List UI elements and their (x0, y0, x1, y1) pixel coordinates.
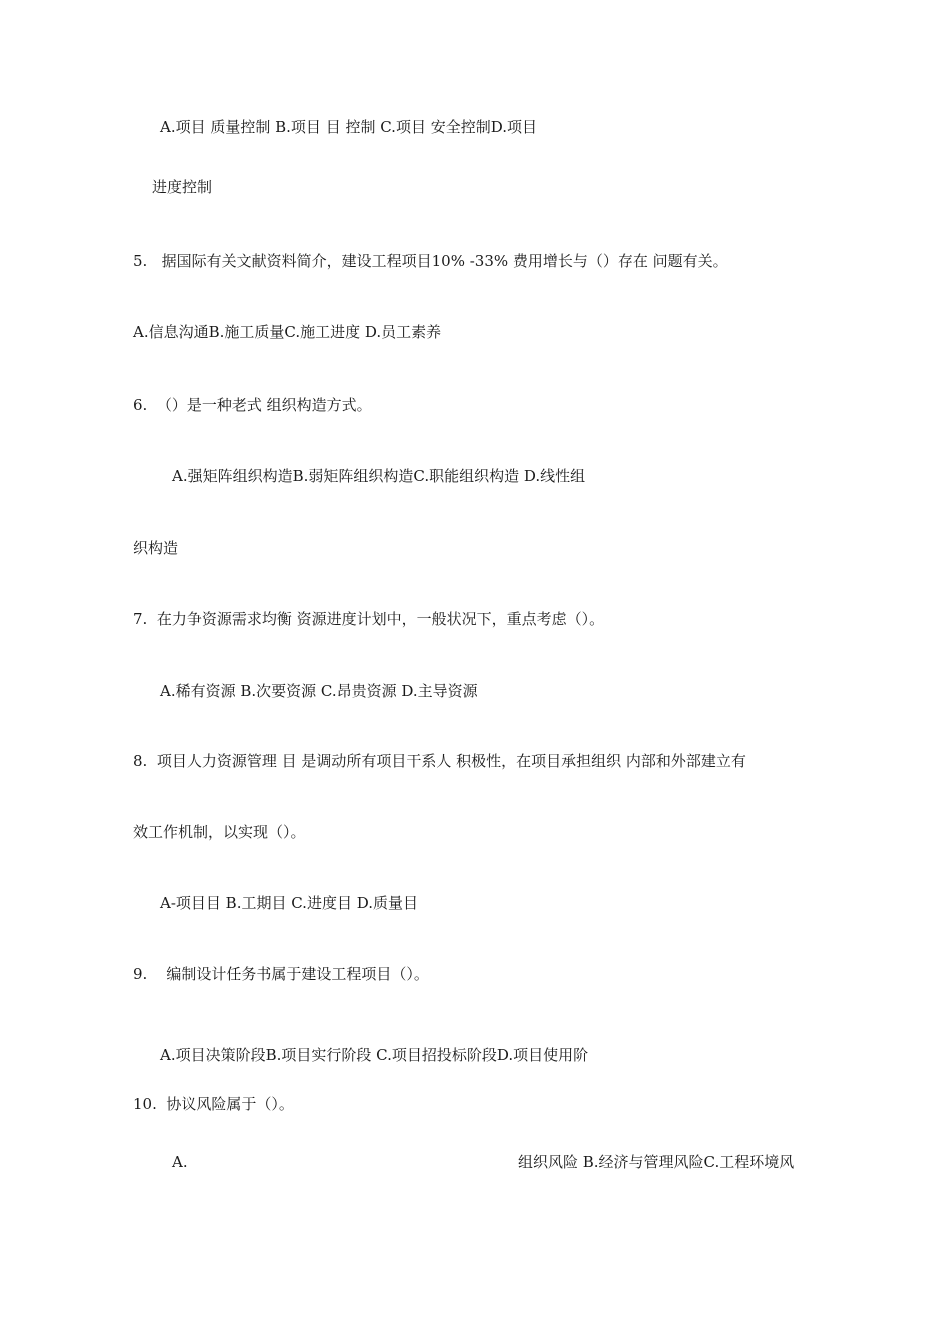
q4-options-line-1: A.项目 质量控制 B.项目 目 控制 C.项目 安全控制D.项目 (160, 118, 537, 136)
question-10-stem: 10. 协议风险属于（）。 (133, 1095, 294, 1113)
question-9-options: A.项目决策阶段B.项目实行阶段 C.项目招投标阶段D.项目使用阶 (160, 1046, 589, 1064)
question-8-stem-line-1: 8. 项目人力资源管理 目 是调动所有项目干系人 积极性，在项目承担组织 内部和外部建立有 (133, 752, 746, 770)
question-10-options: 组织风险 B.经济与管理风险C.工程环境风 (518, 1153, 795, 1171)
question-6-stem: 6. （）是一种老式 组织构造方式。 (133, 396, 372, 414)
question-8-options: A-项目目 B.工期目 C.进度目 D.质量目 (160, 894, 418, 912)
question-6-options-line-2: 织构造 (133, 539, 179, 557)
question-9-stem: 9. 编制设计任务书属于建设工程项目（）。 (133, 965, 429, 983)
q4-options-line-2: 进度控制 (152, 178, 213, 196)
question-5-options: A.信息沟通B.施工质量C.施工进度 D.员工素养 (133, 323, 442, 341)
question-6-options-line-1: A.强矩阵组织构造B.弱矩阵组织构造C.职能组织构造 D.线性组 (172, 467, 586, 485)
question-7-stem: 7. 在力争资源需求均衡 资源进度计划中，一般状况下，重点考虑（）。 (133, 610, 605, 628)
question-8-stem-line-2: 效工作机制，以实现（）。 (133, 823, 306, 841)
question-10-option-a-label: A. (172, 1153, 188, 1171)
question-5-stem: 5. 据国际有关文献资料简介，建设工程项目10% -33% 费用增长与（）存在 问题有关。 (133, 252, 728, 270)
question-7-options: A.稀有资源 B.次要资源 C.昂贵资源 D.主导资源 (160, 682, 478, 700)
